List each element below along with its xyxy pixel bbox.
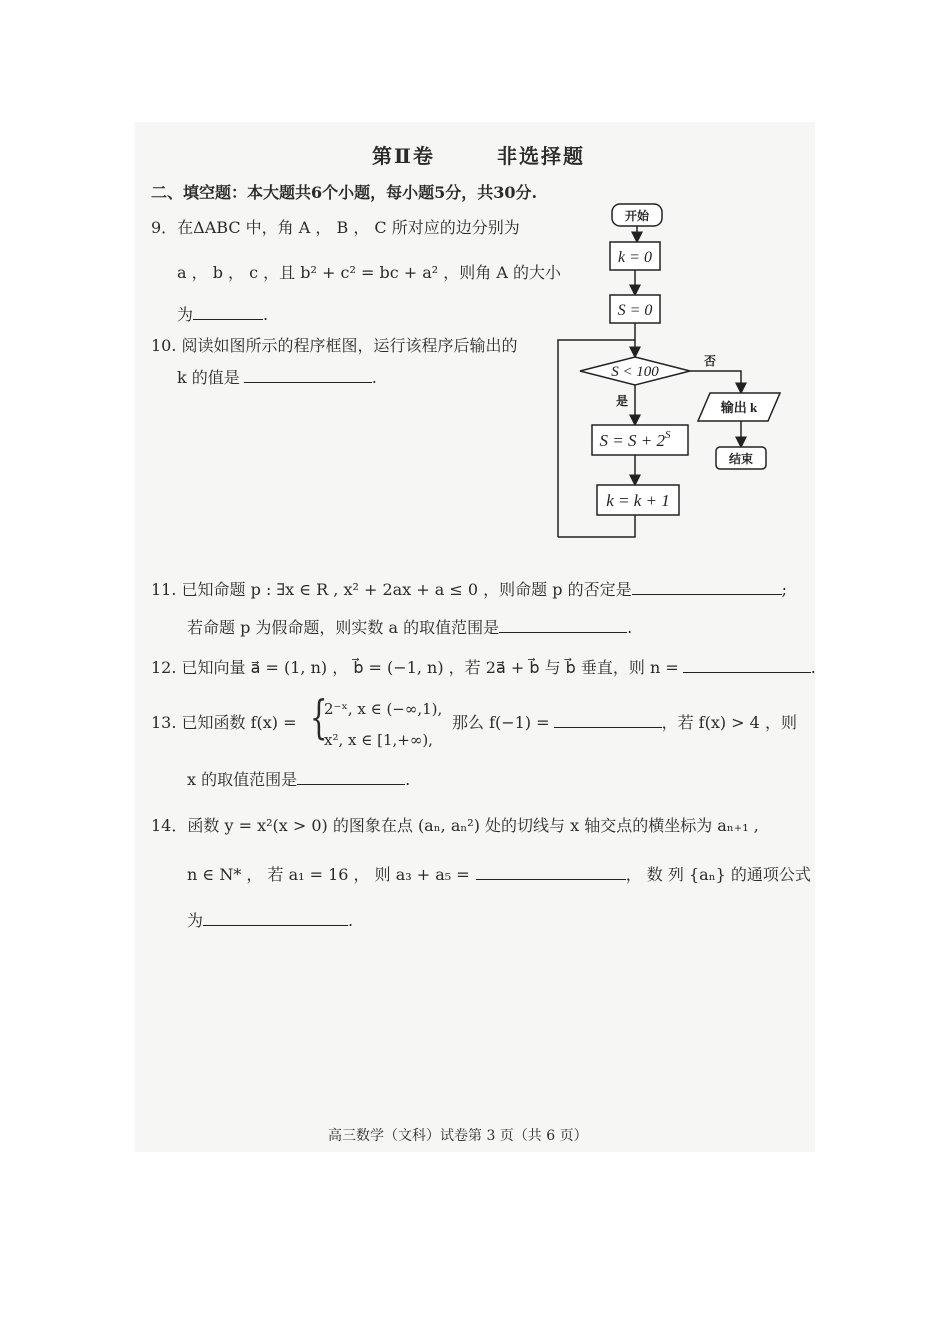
yes-label: 是 [615, 394, 629, 408]
q14-line1: 14．函数 y = x²(x > 0) 的图象在点 (aₙ, aₙ²) 处的切线与 x 轴交点的横坐标为 aₙ₊₁ , [151, 816, 759, 835]
q12-line1: 12. 已知向量 a⃗ = (1, n) ， b⃗ = (−1, n) ，若 2a⃗ + b⃗ 与 b⃗ 垂直，则 n = . [151, 658, 816, 677]
q9-answer-blank[interactable] [193, 318, 263, 320]
q10-line1: 10. 阅读如图所示的程序框图，运行该程序后输出的 [151, 336, 518, 355]
section-heading: 二、填空题：本大题共6个小题，每小题5分，共30分. [151, 183, 538, 202]
part-label: 第Ⅱ卷 [372, 144, 435, 168]
q13-case2: x², x ∈ [1,+∞), [324, 731, 433, 749]
q9-line3: 为 . [177, 305, 269, 324]
condition-label: S < 100 [611, 364, 659, 380]
q13-prefix: 13. 已知函数 f(x) = [151, 713, 297, 732]
q13-value-blank[interactable] [554, 726, 662, 728]
no-label: 否 [703, 354, 717, 368]
start-label: 开始 [624, 209, 650, 223]
end-label: 结束 [728, 452, 754, 466]
output-label: 输出 k [720, 400, 758, 415]
q10-answer-blank[interactable] [244, 381, 372, 383]
q14-line2: n ∈ N* ， 若 a₁ = 16 ， 则 a₃ + a₅ = ， 数 列 {aₙ} 的通项公式 [187, 865, 811, 884]
q10-line2: k 的值是 . [177, 368, 377, 387]
q13-case1: 2⁻ˣ, x ∈ (−∞,1), [324, 700, 443, 718]
q11-line2: 若命题 p 为假命题，则实数 a 的取值范围是 . [187, 618, 633, 637]
q9-line1: 9．在ΔABC 中，角 A ， B ， C 所对应的边分别为 [151, 218, 520, 237]
update-s-label: $S = S + 2^S$ [599, 429, 671, 450]
q14-line3: 为 . [187, 911, 354, 930]
init-s-label: S = 0 [617, 302, 653, 319]
q9-line2: a ， b ， c ，且 b² + c² = bc + a² ，则角 A 的大小 [177, 263, 561, 282]
q13-middle: 那么 f(−1) = ，若 f(x) > 4 ，则 [452, 713, 797, 732]
program-flowchart [540, 195, 800, 545]
q13-brace: { [310, 690, 328, 744]
init-k-label: k = 0 [618, 249, 652, 266]
q11-negation-blank[interactable] [632, 593, 782, 595]
q14-formula-blank[interactable] [203, 924, 348, 926]
q13-range-blank[interactable] [297, 783, 405, 785]
q11-line1: 11. 已知命题 p : ∃x ∈ R , x² + 2ax + a ≤ 0 ，则命题 p 的否定是 ; [151, 580, 787, 599]
q13-line2: x 的取值范围是 . [187, 770, 411, 789]
page-footer: 高三数学（文科）试卷第 3 页（共 6 页） [328, 1128, 588, 1144]
q11-range-blank[interactable] [499, 631, 627, 633]
update-k-label: k = k + 1 [606, 491, 670, 510]
q12-answer-blank[interactable] [683, 671, 811, 673]
part-name: 非选择题 [497, 144, 585, 168]
q14-sum-blank[interactable] [476, 878, 626, 880]
